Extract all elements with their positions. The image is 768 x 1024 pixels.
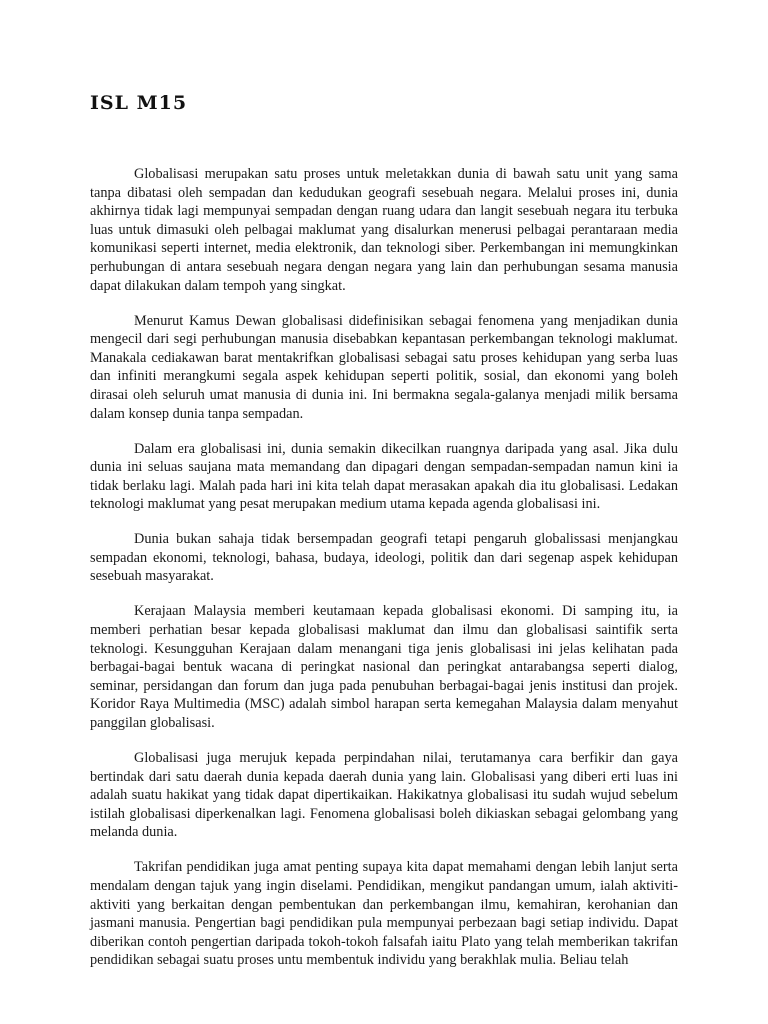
paragraph-globalisasi-definition: Globalisasi merupakan satu proses untuk meletakkan dunia di bawah satu unit yang sama tanpa dibatasi oleh sempadan dan kedudukan geografi sesebuah negara. Melalui proses ini, dunia akhirnya tidak lagi mempunyai sempadan dengan ruang udara dan langit sesebuah negara itu terbuka luas untuk dimasuki oleh pelbagai maklumat yang disalurkan menerusi pelbagai perantaraan media komunikasi seperti internet, media elektronik, dan teknologi siber. Perkembangan ini memungkinkan perhubungan di antara sesebuah negara dengan negara yang lain dan perhubungan sesama manusia dapat dilakukan dalam tempoh yang singkat. xyxy=(90,166,678,294)
paragraph-dunia-bukan-sahaja: Dunia bukan sahaja tidak bersempadan geografi tetapi pengaruh globalissasi menjangkau sempadan ekonomi, teknologi, bahasa, budaya, ideologi, politik dan dari segenap aspek kehidupan sesebuah masyarakat. xyxy=(90,531,678,585)
paragraph-takrifan-pendidikan: Takrifan pendidikan juga amat penting supaya kita dapat memahami dengan lebih lanjut serta mendalam dengan tajuk yang ingin diselami. Pendidikan, mengikut pandangan umum, ialah aktiviti-aktiviti yang berkaitan dengan pembentukan dan perkembangan ilmu, kemahiran, kerohanian dan jasmani manusia. Pengertian bagi pendidikan pula mempunyai perbezaan bagi setiap individu. Dapat diberikan contoh pengertian daripada tokoh-tokoh falsafah iaitu Plato yang telah memberikan takrifan pendidikan sebagai suatu proses untu membentuk individu yang berakhlak mulia. Beliau telah xyxy=(90,859,678,969)
page-title: ISL M15 xyxy=(90,92,188,114)
paragraph-kamus-dewan: Menurut Kamus Dewan globalisasi didefinisikan sebagai fenomena yang menjadikan dunia mengecil dari segi perhubungan manusia disebabkan kepantasan perkembangan teknologi maklumat. Manakala cediakawan barat mentakrifkan globalisasi sebagai satu proses kehidupan yang serba luas dan infiniti merangkumi segala aspek kehidupan seperti politik, sosial, dan ekonomi yang boleh dirasai oleh seluruh umat manusia di dunia ini. Ini bermakna segala-galanya menjadi milik bersama dalam konsep dunia tanpa sempadan. xyxy=(90,312,678,422)
paragraph-perpindahan-nilai: Globalisasi juga merujuk kepada perpindahan nilai, terutamanya cara berfikir dan gaya bertindak dari satu daerah dunia kepada daerah dunia yang lain. Globalisasi yang diberi erti luas ini adalah suatu hakikat yang tidak dapat dipertikaikan. Hakikatnya globalisasi itu sudah wujud sebelum istilah globalisasi diperkenalkan lagi. Fenomena globalisasi boleh dikiaskan sebagai gelombang yang melanda dunia. xyxy=(90,749,678,841)
document-body xyxy=(90,165,678,970)
paragraph-kerajaan-malaysia: Kerajaan Malaysia memberi keutamaan kepada globalisasi ekonomi. Di samping itu, ia memberi perhatian besar kepada globalisasi maklumat dan ilmu dan globalisasi saintifik serta teknologi. Kesungguhan Kerajaan dalam menangani tiga jenis globalisasi ini jelas kelihatan pada berbagai-bagai bentuk wacana di peringkat nasional dan peringkat antarabangsa seperti dialog, seminar, persidangan dan forum dan juga pada penubuhan berbagai-bagai jenis institusi dan projek. Koridor Raya Multimedia (MSC) adalah simbol harapan serta kemegahan Malaysia dalam menyahut panggilan globalisasi. xyxy=(90,603,678,731)
paragraph-era-globalisasi: Dalam era globalisasi ini, dunia semakin dikecilkan ruangnya daripada yang asal. Jika dulu dunia ini seluas saujana mata memandang dan dipagari dengan sempadan-sempadan namun kini ia tidak berlaku lagi. Malah pada hari ini kita telah dapat merasakan apakah dia itu globalisasi. Ledakan teknologi maklumat yang pesat merupakan medium utama kepada agenda globalisasi ini. xyxy=(90,440,678,513)
